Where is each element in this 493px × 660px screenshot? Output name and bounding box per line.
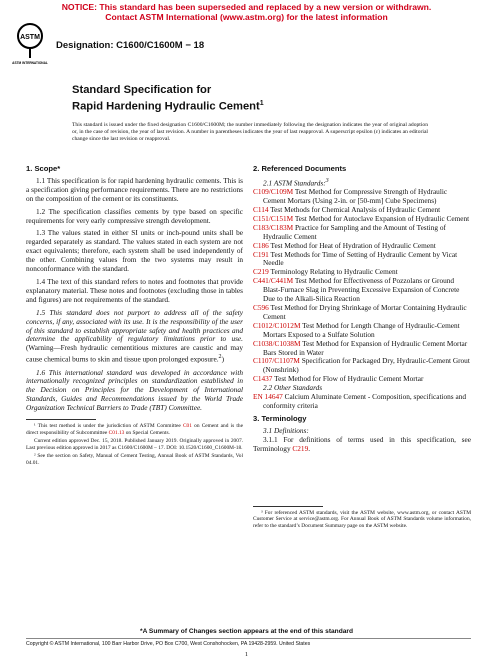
- footnote-3: ³ For referenced ASTM standards, visit the ASTM website, www.astm.org, or contact ASTM Customer Service at service@astm.org. For Annual Book of ASTM Standards volume information, refer to the standard’s Document Summary page on the ASTM website.: [253, 509, 471, 529]
- reference-item[interactable]: C1437 Test Method for Flow of Hydraulic Cement Mortar: [253, 374, 424, 384]
- terminology-heading: 3. Terminology: [253, 413, 307, 423]
- warning-footnote-mark: 2: [218, 354, 222, 361]
- logo-text: ASTM INTERNATIONAL: [12, 61, 48, 65]
- reference-code: C114: [253, 205, 269, 215]
- scope-para-1: 1.1 This specification is for rapid hardening hydraulic cements. This is a specification giving performance requirements. There are no restrictions on the composition of the cement or its constituents.: [26, 175, 243, 203]
- svg-text:ASTM: ASTM: [20, 34, 40, 41]
- footnote-divider-right: [253, 506, 323, 507]
- reference-code: EN 14647: [253, 392, 283, 402]
- reference-code: C1437: [253, 374, 273, 384]
- notice-line-1: NOTICE: This standard has been superseded and replaced by a new version or withdrawn.: [61, 2, 432, 12]
- reference-code: C191: [253, 249, 269, 259]
- footer-divider: [26, 638, 471, 639]
- warning-statement: (Warning—Fresh hydraulic cementitious mixtures are caustic and may cause chemical burns to skin and tissue upon prolonged exposure.: [26, 343, 243, 364]
- reference-code: C151/C151M: [253, 213, 294, 223]
- reference-code: C1107/C1107M: [253, 356, 300, 366]
- reference-item[interactable]: C441/C441M Test Method for Effectiveness of Pozzolans or Ground Blast-Furnace Slag in Preventing Excessive Expansion of Concrete Due to the Alkali-Silica Reaction: [253, 276, 460, 304]
- summary-of-changes-note: *A Summary of Changes section appears at the end of this standard: [140, 628, 353, 635]
- subcommittee-link[interactable]: C01.13: [108, 429, 125, 436]
- footnote-2: ² See the section on Safety, Manual of Cement Testing, Annual Book of ASTM Standards, Vol 04.01.: [26, 453, 243, 467]
- terminology-link[interactable]: C219: [292, 443, 309, 453]
- reference-code: C219: [253, 267, 269, 277]
- reference-item[interactable]: C183/C183M Practice for Sampling and the Amount of Testing of Hydraulic Cement: [253, 222, 446, 241]
- scope-heading: 1. Scope*: [26, 164, 61, 173]
- reference-item[interactable]: C114 Test Methods for Chemical Analysis of Hydraulic Cement: [253, 205, 441, 215]
- scope-para-6: 1.6 This international standard was developed in accordance with internationally recognized principles on standardization established in the Decision on Principles for the Development of International Standards, Guides and Recommendations issued by the World Trade Organization Technical Barriers to Trade (TBT) Committee.: [26, 367, 243, 413]
- terminology-para: 3.1.1 For definitions of terms used in this specification, see Terminology C219.: [253, 434, 471, 453]
- reference-code: C441/C441M: [253, 276, 294, 286]
- reference-item[interactable]: C191 Test Methods for Time of Setting of Hydraulic Cement by Vicat Needle: [253, 249, 458, 268]
- reference-code: C596: [253, 303, 269, 313]
- notice-line-2: Contact ASTM International (www.astm.org) for the latest information: [105, 12, 388, 22]
- document-title: [72, 84, 264, 114]
- footnote-divider: [26, 419, 96, 420]
- reference-item[interactable]: C596 Test Method for Drying Shrinkage of Mortar Containing Hydraulic Cement: [253, 303, 467, 321]
- copyright-line: Copyright © ASTM International, 100 Barr Harbor Drive, PO Box C700, West Conshohocken, PA 19428-2959. United States: [26, 641, 311, 647]
- issue-note: This standard is issued under the fixed designation C1600/C1600M; the number immediately following the designation indicates the year of original adoption or, in the case of revision, the year of last revision. A number in parentheses indicates the year of last reapproval. A superscript epsilon (ε) indicates an editorial change since the last revision or reapproval.: [72, 122, 428, 142]
- safety-statement: 1.5 This standard does not purport to address all of the safety concerns, if any, associated with its use. It is the responsibility of the user of this standard to establish appropriate safety and health practices and determine the applicability of regulatory limitations prior to use.: [26, 307, 243, 344]
- reference-item[interactable]: C109/C109M Test Method for Compressive Strength of Hydraulic Cement Mortars (Using 2-in. or [50-mm] Cube Specimens): [253, 187, 448, 206]
- scope-para-3: 1.3 The values stated in either SI units or inch-pound units shall be regarded separately as standard. The values stated in each system are not exact equivalents; therefore, each system shall be used independently of the other. Combining values from the two systems may result in nonconformance with the standard.: [26, 228, 243, 274]
- committee-link[interactable]: C01: [182, 423, 192, 430]
- title-line-2: Rapid Hardening Hydraulic Cement: [72, 100, 260, 113]
- scope-para-5: 1.5 This standard does not purport to address all of the safety concerns, if any, associated with its use. It is the responsibility of the user of this standard to establish appropriate safety and health practices and determine the applicability of regulatory limitations prior to use. (Warning—Fresh hydraulic cementitious mixtures are caustic and may cause chemical burns to skin and tissue upon prolonged exposure.$^2$): [26, 307, 243, 364]
- reference-item[interactable]: C186 Test Method for Heat of Hydration of Hydraulic Cement: [253, 240, 436, 250]
- designation: Designation: C1600/C1600M − 18: [56, 40, 205, 51]
- astm-logo: [12, 22, 48, 66]
- definitions-subheading: 3.1 Definitions:: [263, 425, 309, 435]
- astm-standards-subheading: 2.1 ASTM Standards:$^3$: [263, 177, 329, 188]
- scope-para-4: 1.4 The text of this standard refers to notes and footnotes that provide explanatory material. These notes and footnotes (excluding those in tables and figures) are not requirements of the standard.: [26, 276, 243, 304]
- reference-item[interactable]: C1012/C1012M Test Method for Length Change of Hydraulic-Cement Mortars Exposed to a Sulfate Solution: [253, 320, 460, 339]
- right-column: [253, 165, 471, 531]
- supersede-notice: [0, 2, 493, 22]
- footnote-1-edition: Current edition approved Dec. 15, 2018. Published January 2019. Originally approved in 2007. Last previous edition approved in 2017 as C1600/C1600M – 17. DOI: 10.1520/C1600_C1600M-18.: [26, 438, 243, 451]
- footnote-1: ¹ This test method is under the jurisdiction of ASTM Committee C01 on Cement and is the direct responsibility of Subcommittee C01.13 on Special Cements.: [26, 423, 243, 436]
- references-heading: 2. Referenced Documents: [253, 164, 347, 173]
- scope-para-2: 1.2 The specification classifies cements by type based on specific requirements for very early compressive strength development.: [26, 206, 243, 225]
- reference-item[interactable]: C1038/C1038M Test Method for Expansion of Hydraulic Cement Mortar Bars Stored in Water: [253, 338, 468, 357]
- astm-logo-icon: [12, 22, 48, 66]
- reference-code: C183/C183M: [253, 222, 294, 232]
- reference-item[interactable]: C151/C151M Test Method for Autoclave Expansion of Hydraulic Cement: [253, 213, 470, 223]
- reference-code: C186: [253, 240, 269, 250]
- title-footnote-mark: 1: [259, 100, 264, 107]
- other-standards-subheading: 2.2 Other Standards: [263, 383, 323, 393]
- title-line-1: Standard Specification for: [72, 84, 212, 96]
- reference-code: C1038/C1038M: [253, 338, 301, 348]
- page-number: 1: [244, 651, 249, 658]
- reference-code: C1012/C1012M: [253, 320, 301, 330]
- reference-item[interactable]: C219 Terminology Relating to Hydraulic Cement: [253, 267, 398, 277]
- reference-list: [253, 188, 471, 384]
- reference-code: C109/C109M: [253, 187, 294, 197]
- astm-standards-footnote-mark: 3: [325, 177, 329, 184]
- reference-item-en[interactable]: EN 14647 Calcium Aluminate Cement - Composition, specifications and conformity criteria: [253, 392, 466, 410]
- reference-item[interactable]: C1107/C1107M Specification for Packaged Dry, Hydraulic-Cement Grout (Nonshrink): [253, 356, 470, 375]
- left-column: [26, 165, 243, 469]
